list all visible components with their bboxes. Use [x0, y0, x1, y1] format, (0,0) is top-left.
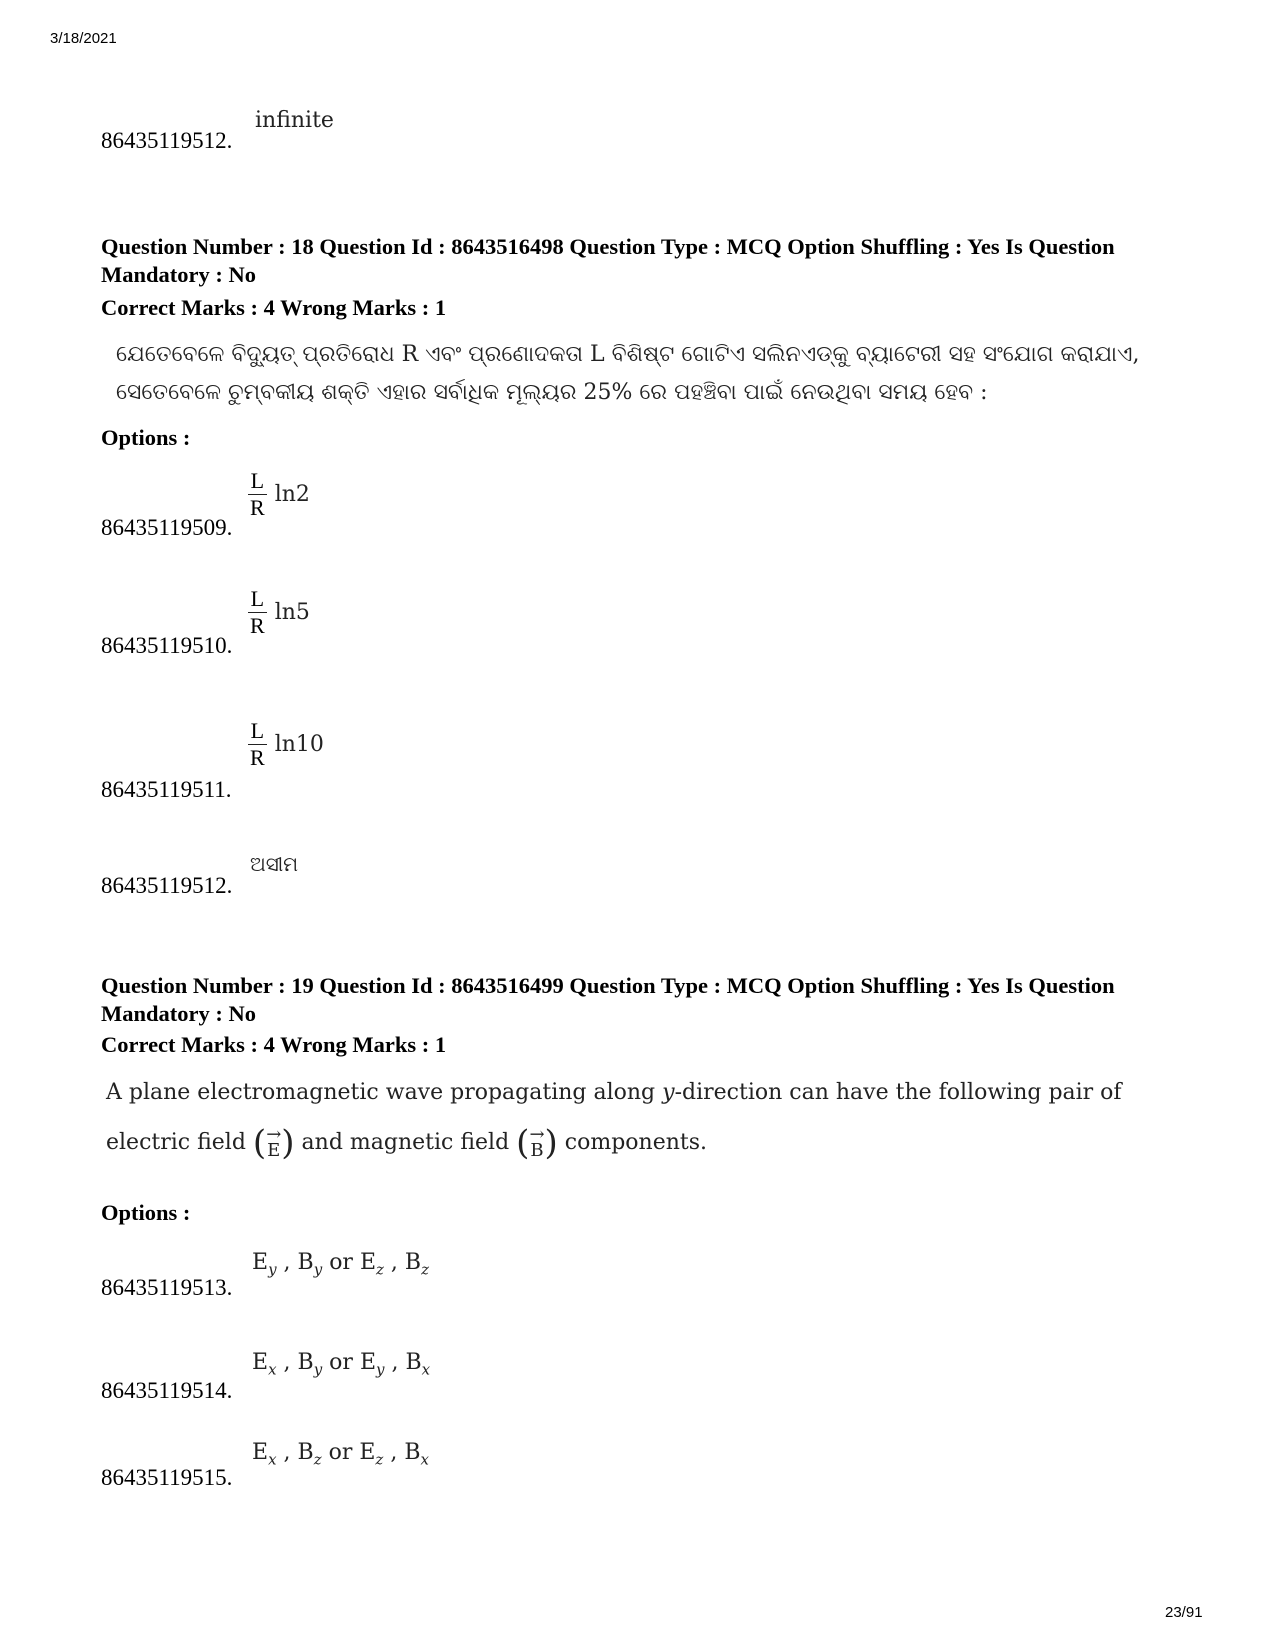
vector-b: → B	[529, 1124, 545, 1161]
print-date: 3/18/2021	[50, 30, 117, 47]
option-id: 86435119512.	[101, 128, 233, 153]
option-text: ଅସୀମ	[250, 852, 299, 876]
vector-e: → E	[266, 1124, 282, 1161]
option-formula: $E_x$ , $B_y$ or $E_y$ , $B_x$	[252, 1350, 431, 1379]
question-text-line: ଯେତେବେଳେ ବିଦ୍ୟୁତ୍ ପ୍ରତିରୋଧ R ଏବଂ ପ୍ରଣୋଦକତା L ବିଶିଷ୍ଟ ଗୋଟିଏ ସଲିନଏଡ୍‌କୁ ବ୍ୟାଟେରୀ ସହ ସଂଯୋଗ କରାଯାଏ,	[116, 342, 1140, 367]
option-id: 86435119509.	[101, 515, 233, 540]
option-id: 86435119510.	[101, 633, 233, 658]
log-term: ln5	[274, 600, 310, 625]
log-term: ln10	[274, 732, 324, 757]
question-marks: Correct Marks : 4 Wrong Marks : 1	[101, 295, 447, 320]
option-id: 86435119513.	[101, 1275, 233, 1300]
question-text-line: A plane electromagnetic wave propagating along y-direction can have the following pair of	[106, 1080, 1122, 1105]
page-number: 23/91	[1165, 1604, 1203, 1621]
question-header: Question Number : 18 Question Id : 8643516498 Question Type : MCQ Option Shuffling : Yes Is Question Mandatory : No	[101, 234, 1115, 287]
fraction: $\frac{L}{R}$	[250, 718, 265, 770]
fraction: $\frac{L}{R}$	[250, 586, 265, 638]
option-formula: $E_y$ , $B_y$ or $E_z$ , $B_z$	[252, 1250, 429, 1279]
log-term: ln2	[274, 482, 310, 507]
option-id: 86435119515.	[101, 1465, 233, 1490]
option-id: 86435119511.	[101, 777, 232, 802]
option-formula	[248, 718, 324, 771]
option-text: infinite	[255, 108, 334, 133]
options-label: Options :	[101, 425, 191, 450]
question-header: Question Number : 19 Question Id : 8643516499 Question Type : MCQ Option Shuffling : Yes Is Question Mandatory : No	[101, 973, 1115, 1026]
options-label: Options :	[101, 1200, 191, 1225]
option-id: 86435119514.	[101, 1378, 233, 1403]
question-marks: Correct Marks : 4 Wrong Marks : 1	[101, 1032, 447, 1057]
question-text-line: electric field ( → E ) and magnetic field ( → B ) components.	[106, 1123, 708, 1163]
option-formula: $E_x$ , $B_z$ or $E_z$ , $B_x$	[252, 1440, 429, 1469]
option-formula	[248, 586, 310, 639]
question-text-line: ସେତେବେଳେ ଚୁମ୍ବକୀୟ ଶକ୍ତି ଏହାର ସର୍ବାଧିକ ମୂଲ୍ୟର 25% ରେ ପହଞ୍ଚିବା ପାଇଁ ନେଉଥିବା ସମୟ ହେବ :	[116, 380, 988, 405]
option-formula	[248, 468, 310, 521]
fraction: $\frac{L}{R}$	[250, 468, 265, 520]
option-id: 86435119512.	[101, 873, 233, 898]
